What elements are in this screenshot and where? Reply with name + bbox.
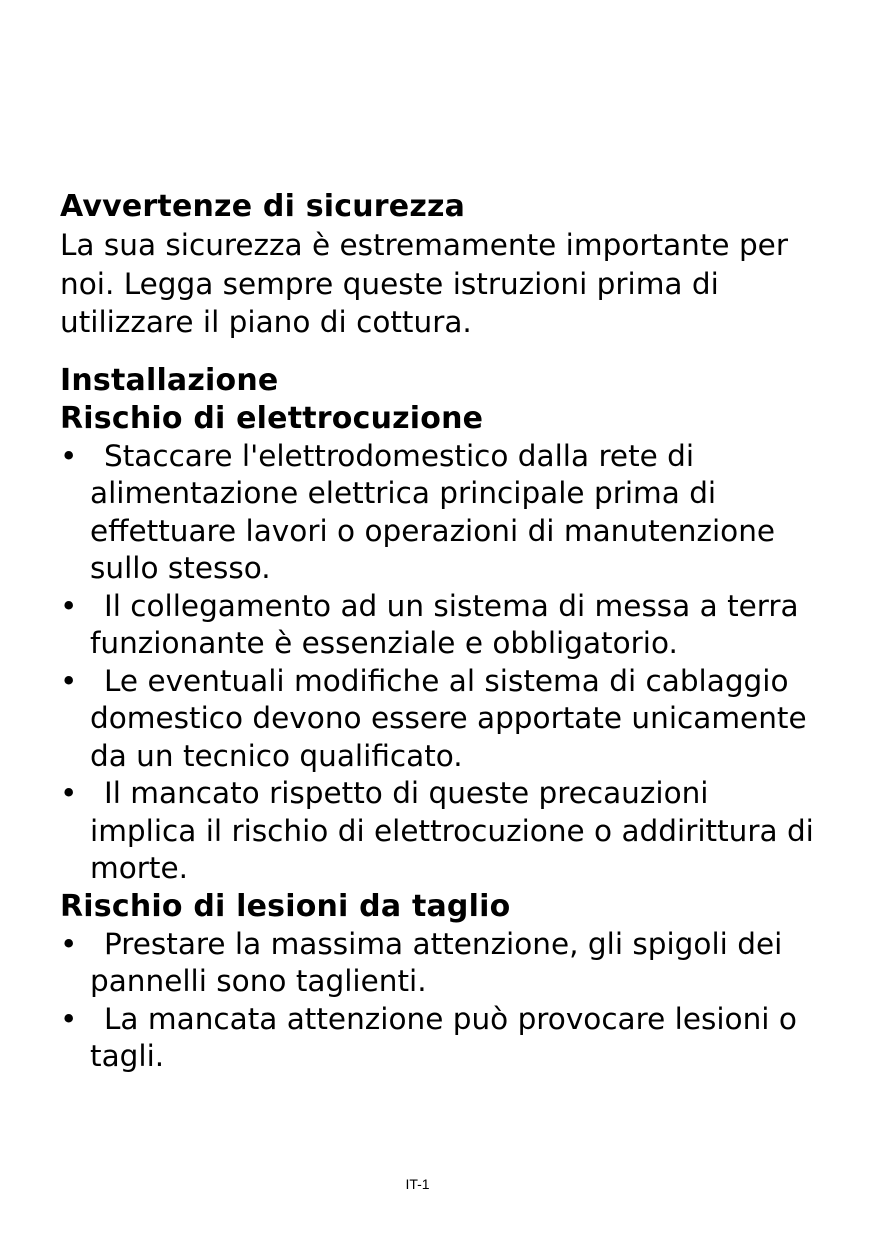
bullet-text: Le eventuali modifiche al sistema di cablaggio domestico devono essere apportate unicamente da un tecnico qualificato. (90, 663, 807, 773)
cuts-bullet-list (60, 926, 820, 1076)
bullet-text: La mancata attenzione può provocare lesioni o tagli. (90, 1001, 797, 1073)
page-number: IT-1 (405, 1176, 430, 1192)
bullet-text: Prestare la massima attenzione, gli spigoli dei pannelli sono taglienti. (90, 926, 783, 998)
section-title-safety: Avvertenze di sicurezza (60, 189, 466, 224)
list-item (60, 588, 820, 663)
safety-paragraph: La sua sicurezza è estremamente importante per noi. Legga sempre queste istruzioni prima di utilizzare il piano di cottura. (60, 228, 788, 339)
list-item (60, 663, 820, 776)
spacer (60, 342, 820, 362)
bullet-text: Il collegamento ad un sistema di messa a terra funzionante è essenziale e obbligatorio. (90, 588, 799, 660)
bullet-icon: • (60, 1001, 78, 1036)
bullet-icon: • (60, 776, 78, 810)
section-title-cuts: Rischio di lesioni da taglio (60, 888, 511, 924)
list-item (60, 438, 820, 588)
section-title-electrocution: Rischio di elettrocuzione (60, 400, 484, 436)
section-title-installation: Installazione (60, 362, 279, 398)
bullet-icon: • (60, 588, 78, 623)
electrocution-bullet-list (60, 438, 820, 888)
document-page (60, 188, 820, 1076)
bullet-icon: • (60, 663, 78, 698)
bullet-text: Staccare l'elettrodomestico dalla rete di alimentazione elettrica principale prima di effettuare lavori o operazioni di manutenzione sullo stesso. (90, 438, 776, 585)
bullet-text: Il mancato rispetto di queste precauzioni implica il rischio di elettrocuzione o addirittura di morte. (90, 776, 814, 885)
list-item (60, 775, 820, 888)
bullet-icon: • (60, 926, 78, 961)
list-item (60, 1001, 820, 1076)
list-item (60, 926, 820, 1001)
bullet-icon: • (60, 438, 78, 473)
